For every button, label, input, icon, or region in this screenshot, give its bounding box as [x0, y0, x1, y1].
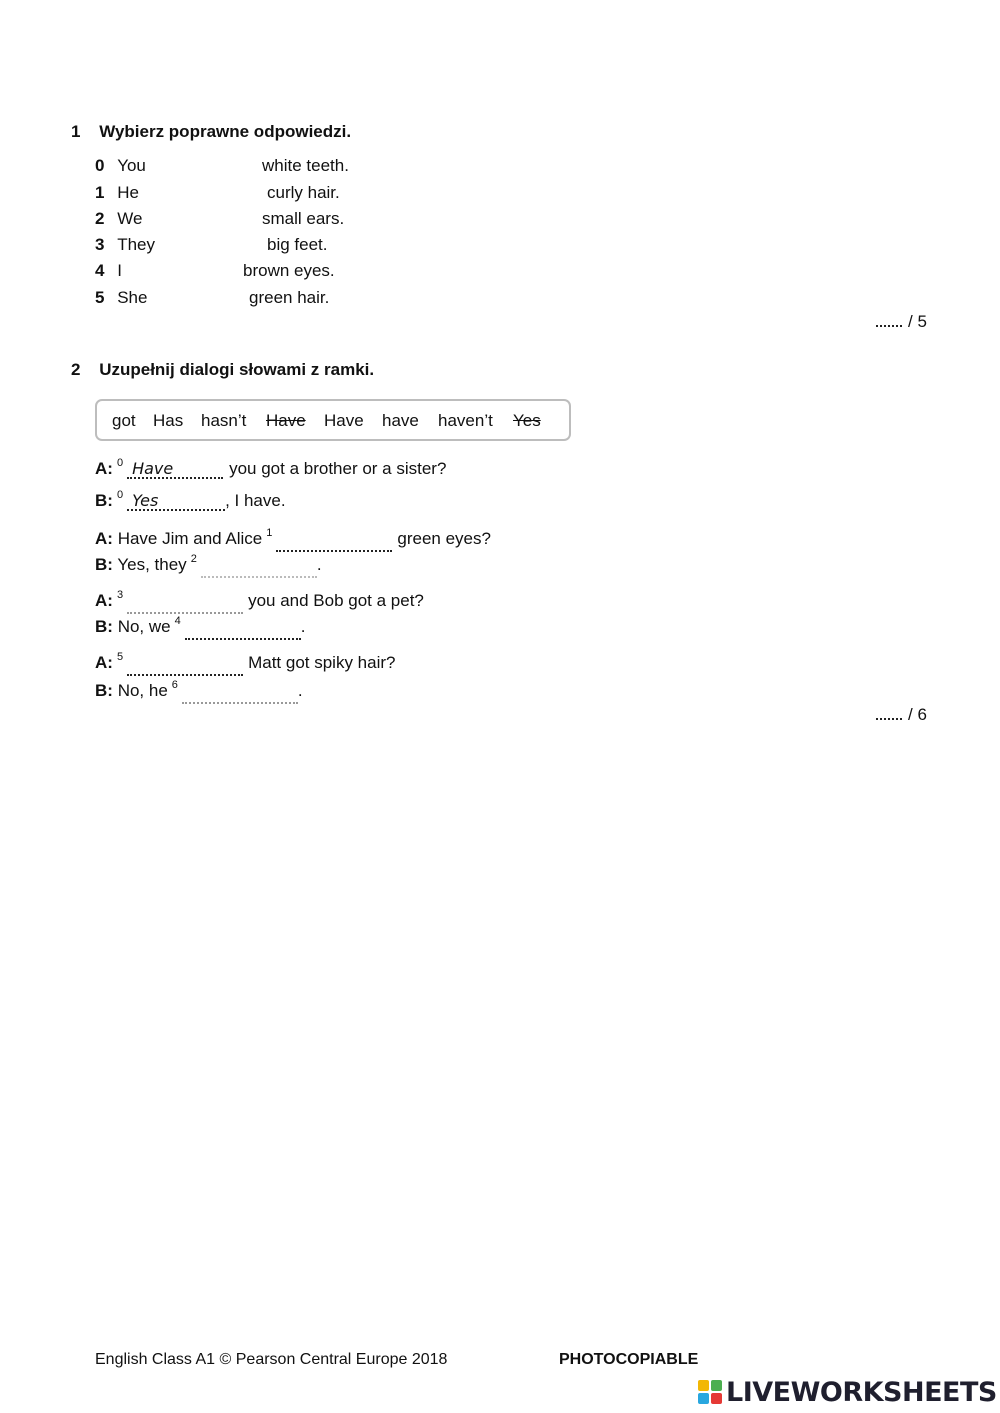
speaker-label: A:: [95, 591, 113, 610]
item-subject: They: [117, 235, 155, 254]
exercise1-item: [95, 288, 147, 308]
item-number: 4: [95, 261, 105, 280]
speaker-label: A:: [95, 459, 113, 478]
example-answer-blank: [127, 459, 223, 479]
example-answer: Have: [132, 459, 174, 478]
footer-photocopiable: PHOTOCOPIABLE: [559, 1351, 699, 1368]
exercise2-number: 2: [71, 360, 81, 379]
footer-copyright: English Class A1 © Pearson Central Europe 2018: [95, 1351, 448, 1368]
score-blank: [876, 311, 902, 327]
exercise2-score: [876, 704, 927, 725]
exercise2-heading: [71, 360, 374, 380]
dialogue-text: you got a brother or a sister?: [229, 459, 447, 478]
dialogue-text: .: [316, 555, 322, 574]
item-subject: She: [117, 288, 148, 307]
exercise1-title: Wybierz poprawne odpowiedzi.: [99, 122, 352, 141]
dialogue-line: [95, 591, 424, 614]
word-box: [95, 399, 571, 441]
answer-input-3[interactable]: [127, 592, 243, 614]
logo-tile: [711, 1393, 722, 1404]
answer-input-1[interactable]: [276, 530, 392, 552]
logo-tile: [711, 1380, 722, 1391]
gap-number: 1: [266, 527, 273, 539]
item-number: 3: [95, 235, 105, 254]
gap-number: 2: [190, 553, 197, 565]
exercise1-score: [876, 311, 927, 332]
dialogue-text: .: [300, 617, 306, 636]
speaker-label: B:: [95, 617, 113, 636]
word-bank-item: hasn’t: [201, 411, 247, 430]
speaker-label: A:: [95, 529, 113, 548]
item-number: 0: [95, 156, 105, 175]
score-total: / 5: [908, 312, 927, 331]
item-subject: We: [117, 209, 143, 228]
logo-tile: [698, 1393, 709, 1404]
exercise1-heading: [71, 122, 351, 142]
dialogue-text: Yes, they: [117, 555, 187, 574]
item-rest: small ears.: [262, 209, 345, 228]
answer-input-5[interactable]: [127, 654, 243, 676]
dialogue-text: .: [297, 681, 303, 700]
exercise1-item: [95, 261, 122, 281]
item-rest: curly hair.: [267, 183, 340, 202]
example-answer-blank: [127, 491, 225, 511]
item-subject: You: [117, 156, 146, 175]
gap-number: 3: [116, 589, 124, 601]
speaker-label: B:: [95, 555, 113, 574]
dialogue-text: No, he: [117, 681, 168, 700]
item-subject: I: [117, 261, 122, 280]
dialogue-line: [95, 681, 303, 704]
speaker-label: B:: [95, 491, 113, 510]
word-bank-item: got: [112, 411, 136, 430]
dialogue-text: , I have.: [225, 491, 286, 510]
exercise1-item: [95, 235, 155, 255]
logo-text: LIVEWORKSHEETS: [726, 1376, 997, 1408]
dialogue-line: [95, 555, 322, 578]
score-total: / 6: [908, 705, 927, 724]
word-bank-item-used: Yes: [513, 411, 541, 430]
gap-number: 4: [174, 615, 181, 627]
item-number: 2: [95, 209, 105, 228]
dialogue-line: [95, 617, 305, 640]
liveworksheets-logo[interactable]: [698, 1377, 997, 1407]
item-subject: He: [117, 183, 139, 202]
answer-input-2[interactable]: [201, 556, 317, 578]
exercise1-number: 1: [71, 122, 81, 141]
dialogue-text: Matt got spiky hair?: [248, 653, 396, 672]
item-rest: big feet.: [267, 235, 328, 254]
dialogue-line: [95, 459, 446, 479]
speaker-label: A:: [95, 653, 113, 672]
gap-number: 5: [116, 651, 124, 663]
example-answer: Yes: [132, 491, 159, 510]
exercise1-item: [95, 209, 142, 229]
word-bank-item-used: Have: [266, 411, 306, 430]
item-number: 5: [95, 288, 105, 307]
exercise1-item: [95, 183, 139, 203]
word-bank-item: Have: [324, 411, 364, 430]
dialogue-line: [95, 653, 395, 676]
dialogue-text: No, we: [117, 617, 171, 636]
gap-number: 6: [171, 679, 178, 691]
liveworksheets-logo-icon: [698, 1380, 722, 1404]
exercise1-item: [95, 156, 146, 176]
dialogue-text: Have Jim and Alice: [117, 529, 263, 548]
exercise2-title: Uzupełnij dialogi słowami z ramki.: [99, 360, 375, 379]
answer-input-6[interactable]: [182, 682, 298, 704]
word-bank-item: Has: [153, 411, 184, 430]
word-bank-item: have: [382, 411, 419, 430]
item-rest: white teeth.: [262, 156, 349, 175]
dialogue-line: [95, 529, 491, 552]
score-blank: [876, 704, 902, 720]
item-rest: green hair.: [249, 288, 330, 307]
word-bank-item: haven’t: [438, 411, 493, 430]
dialogue-text: you and Bob got a pet?: [248, 591, 424, 610]
gap-number: 0: [116, 457, 124, 469]
gap-number: 0: [116, 489, 124, 501]
dialogue-text: green eyes?: [397, 529, 491, 548]
item-number: 1: [95, 183, 105, 202]
item-rest: brown eyes.: [243, 261, 335, 280]
dialogue-line: [95, 491, 286, 511]
answer-input-4[interactable]: [185, 618, 301, 640]
speaker-label: B:: [95, 681, 113, 700]
logo-tile: [698, 1380, 709, 1391]
